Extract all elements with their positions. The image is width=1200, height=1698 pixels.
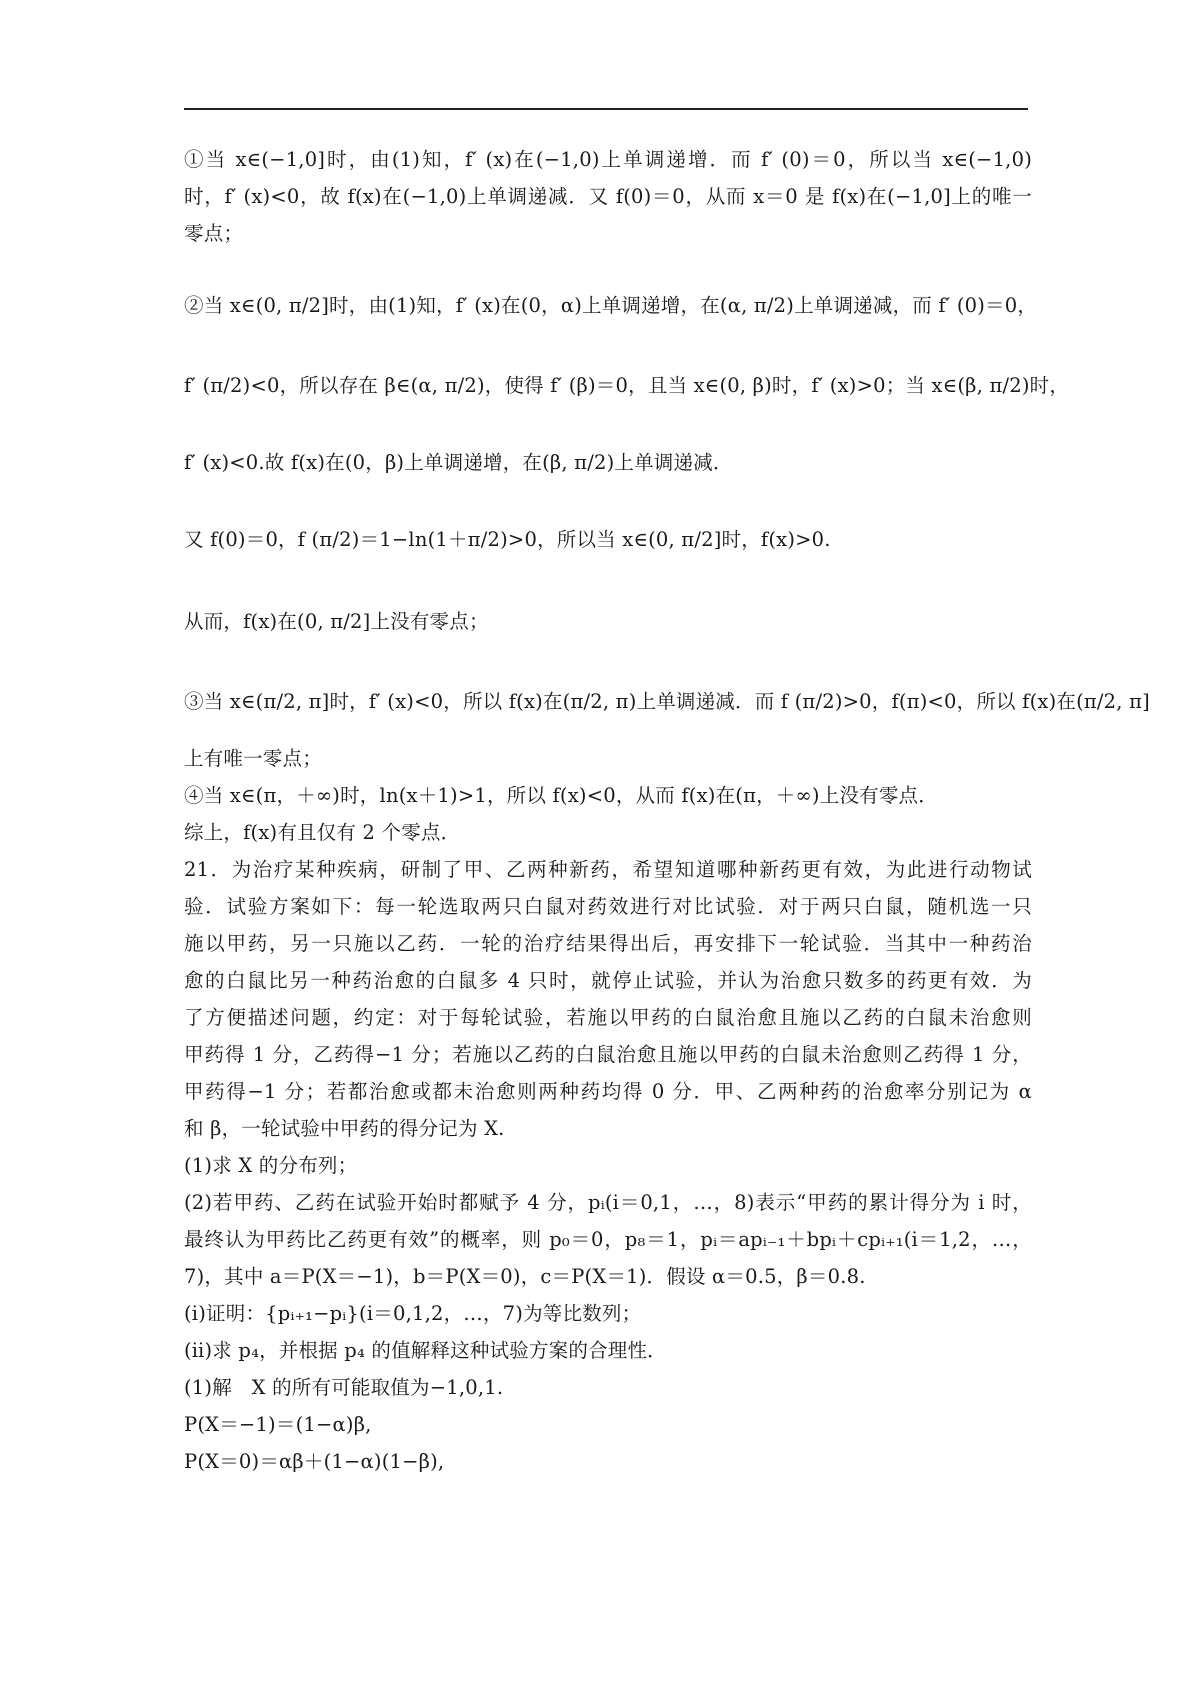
text-line: ①当 x∈(−1,0]时，由(1)知，f′ (x)在(−1,0)上单调递增．而 f′ (0)＝0，所以当 x∈(−1,0) — [184, 148, 1032, 171]
text-line: (ⅰ)证明：{pᵢ₊₁−pᵢ}(i＝0,1,2，…，7)为等比数列； — [184, 1302, 642, 1325]
text-line: 7)，其中 a＝P(X＝−1)，b＝P(X＝0)，c＝P(X＝1)．假设 α＝0.5，β＝0.8. — [184, 1265, 866, 1288]
text-line: ②当 x∈(0, π/2]时，由(1)知，f′ (x)在(0，α)上单调递增，在(α, π/2)上单调递减，而 f′ (0)＝0， — [184, 294, 1038, 317]
text-line: 零点； — [184, 222, 244, 245]
text-line: 甲药得−1 分；若都治愈或都未治愈则两种药均得 0 分．甲、乙两种药的治愈率分别记为 α — [184, 1080, 1032, 1103]
text-line: (1)解 X 的所有可能取值为−1,0,1. — [184, 1376, 504, 1399]
text-line: 验．试验方案如下：每一轮选取两只白鼠对药效进行对比试验．对于两只白鼠，随机选一只 — [184, 895, 1032, 918]
text-line: 施以甲药，另一只施以乙药．一轮的治疗结果得出后，再安排下一轮试验．当其中一种药治 — [184, 932, 1032, 955]
text-line: P(X＝0)＝αβ＋(1−α)(1−β), — [184, 1450, 445, 1473]
text-line: 21．为治疗某种疾病，研制了甲、乙两种新药，希望知道哪种新药更有效，为此进行动物试 — [184, 858, 1032, 881]
text-line: ④当 x∈(π，＋∞)时，ln(x＋1)>1，所以 f(x)<0，从而 f(x)在(π，＋∞)上没有零点． — [184, 784, 938, 807]
text-line: (1)求 X 的分布列； — [184, 1154, 358, 1177]
text-line: (ⅱ)求 p₄，并根据 p₄ 的值解释这种试验方案的合理性． — [184, 1339, 667, 1362]
text-line: 最终认为甲药比乙药更有效”的概率，则 p₀＝0，p₈＝1，pᵢ＝apᵢ₋₁＋bpᵢ＋cpᵢ₊₁(i＝1,2，…， — [184, 1228, 1032, 1251]
text-line: 从而，f(x)在(0, π/2]上没有零点； — [184, 610, 489, 633]
text-line: 愈的白鼠比另一种药治愈的白鼠多 4 只时，就停止试验，并认为治愈只数多的药更有效．为 — [184, 969, 1032, 992]
text-line: 了方便描述问题，约定：对于每轮试验，若施以甲药的白鼠治愈且施以乙药的白鼠未治愈则 — [184, 1006, 1032, 1029]
text-line: P(X＝−1)＝(1−α)β, — [184, 1413, 372, 1436]
text-line: f′ (π/2)<0，所以存在 β∈(α, π/2)，使得 f′ (β)＝0，且当 x∈(0, β)时，f′ (x)>0；当 x∈(β, π/2)时， — [184, 374, 1070, 397]
text-line: 上有唯一零点； — [184, 747, 322, 770]
text-line: 时，f′ (x)<0，故 f(x)在(−1,0)上单调递减．又 f(0)＝0，从而 x＝0 是 f(x)在(−1,0]上的唯一 — [184, 185, 1032, 208]
header-rule — [184, 108, 1028, 110]
text-line: f′ (x)<0.故 f(x)在(0，β)上单调递增，在(β, π/2)上单调递减． — [184, 451, 733, 474]
text-line: 又 f(0)＝0，f (π/2)＝1−ln(1＋π/2)>0，所以当 x∈(0, π/2]时，f(x)>0. — [184, 528, 831, 551]
text-line: (2)若甲药、乙药在试验开始时都赋予 4 分，pᵢ(i＝0,1，…，8)表示“甲药的累计得分为 i 时， — [184, 1191, 1032, 1214]
text-line: 甲药得 1 分，乙药得−1 分；若施以乙药的白鼠治愈且施以甲药的白鼠未治愈则乙药得 1 分， — [184, 1043, 1032, 1066]
text-line: ③当 x∈(π/2, π]时，f′ (x)<0，所以 f(x)在(π/2, π)上单调递减．而 f (π/2)>0，f(π)<0，所以 f(x)在(π/2, π] — [184, 690, 1150, 713]
text-line: 和 β，一轮试验中甲药的得分记为 X. — [184, 1117, 505, 1140]
text-line: 综上，f(x)有且仅有 2 个零点． — [184, 821, 461, 844]
